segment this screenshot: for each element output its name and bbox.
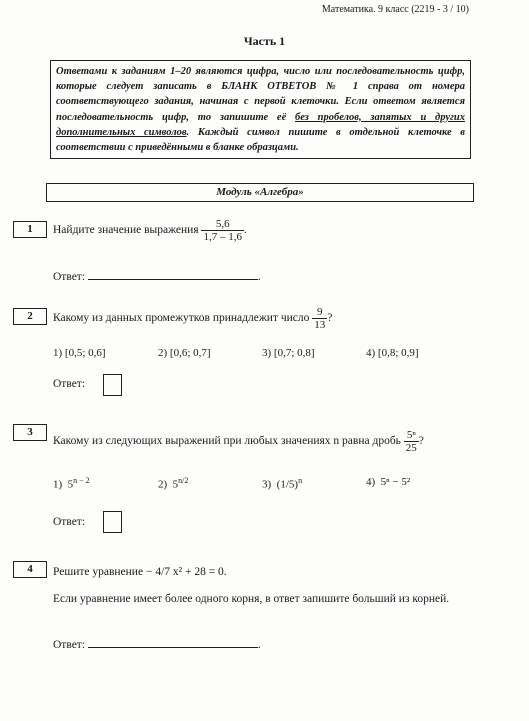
task-3-answer-box[interactable] [103,511,122,533]
task-2-option-2: 2) [0,6; 0,7] [158,347,211,359]
task-3-option-3-label: 3) [262,478,272,491]
task-3-end: ? [418,435,424,448]
task-3-number: 3 [13,424,47,441]
task-3-frac-den: 25 [405,442,417,455]
task-4-answer: Ответ: . [53,639,261,651]
task-2-text: Какому из данных промежутков принадлежит число [53,312,310,325]
task-2-answer-label: Ответ: [53,378,86,390]
task-2-option-1: 1) [0,5; 0,6] [53,347,106,359]
task-3-option-3-exp: n [298,476,303,485]
task-3-text: Какому из следующих выражений при любых значениях n равна дробь [53,435,401,448]
task-2-option-4: 4) [0,8; 0,9] [366,347,419,359]
task-1-answer: Ответ: . [53,271,261,283]
task-3-answer-label: Ответ: [53,516,86,528]
task-1-frac-num: 5,6 [201,218,244,231]
task-4-number: 4 [13,561,47,578]
task-3-frac-num: 5ⁿ [404,429,419,442]
task-3-option-4-expr: 5ⁿ − 5² [380,476,411,488]
task-4-note: Если уравнение имеет более одного корня, в ответ запишите больший из корней. [53,593,450,605]
task-2-answer-box[interactable] [103,374,122,396]
part-title: Часть 1 [243,34,286,48]
task-3-option-2-exp: n/2 [178,476,189,485]
answer-label: Ответ: [53,271,86,283]
task-3-option-1 [53,476,90,491]
page-header: Математика. 9 класс (2219 - 3 / 10) [321,4,469,15]
task-2-frac-den: 13 [314,319,326,332]
module-title: Модуль «Алгебра» [46,183,474,202]
task-1-number: 1 [13,221,47,238]
task-2-option-3: 3) [0,7; 0,8] [262,347,315,359]
task-3-question [53,429,424,454]
task-3-option-1-label: 1) [53,478,63,491]
task-3-option-4 [366,476,410,488]
task-1-fraction [201,218,244,243]
task-2-fraction [312,306,327,331]
task-3-option-2 [158,476,188,491]
task-3-option-1-exp: n − 2 [73,476,90,485]
task-3-fraction [404,429,419,454]
task-1-text: Найдите значение выражения [53,224,199,237]
task-3-option-3-base: (1/5) [276,478,299,491]
task-1-frac-den: 1,7 – 1,6 [203,231,242,244]
task-1-answer-line[interactable] [88,269,258,280]
task-3-option-4-label: 4) [366,476,376,488]
task-1-question [53,218,247,243]
task-1-end: . [243,224,247,237]
task-3-option-3 [262,476,302,491]
task-4-text: Решите уравнение [53,566,144,578]
task-3-option-2-label: 2) [158,478,168,491]
instructions-box [50,60,471,159]
task-3-option-1-base: 5 [67,478,74,491]
task-2-number: 2 [13,308,47,325]
task-2-question [53,306,332,331]
task-4-answer-line[interactable] [88,637,258,648]
instructions-text-2: . Каждый символ пишите в отдельной клеточке в соответствии с приведёнными в бланке образцами. [56,126,465,154]
instructions-text-1: Ответами к заданиям 1–20 являются цифра, число или последовательность цифр, которые следует записать в БЛАНК ОТВЕТОВ № 1 справа от номера соответствующего задания, начиная с первой клеточки. Если ответом является последовательность цифр, то запишите её [56,66,465,123]
task-4-equation: − 4/7 x² + 28 = 0. [145,566,227,578]
answer-label: Ответ: [53,639,86,651]
task-3-option-2-base: 5 [172,478,179,491]
task-4-question [53,566,227,578]
task-2-frac-num: 9 [312,306,327,319]
task-2-end: ? [327,312,333,325]
instructions-underlined: без пробелов, запятых и других дополнительных символов [56,111,465,138]
